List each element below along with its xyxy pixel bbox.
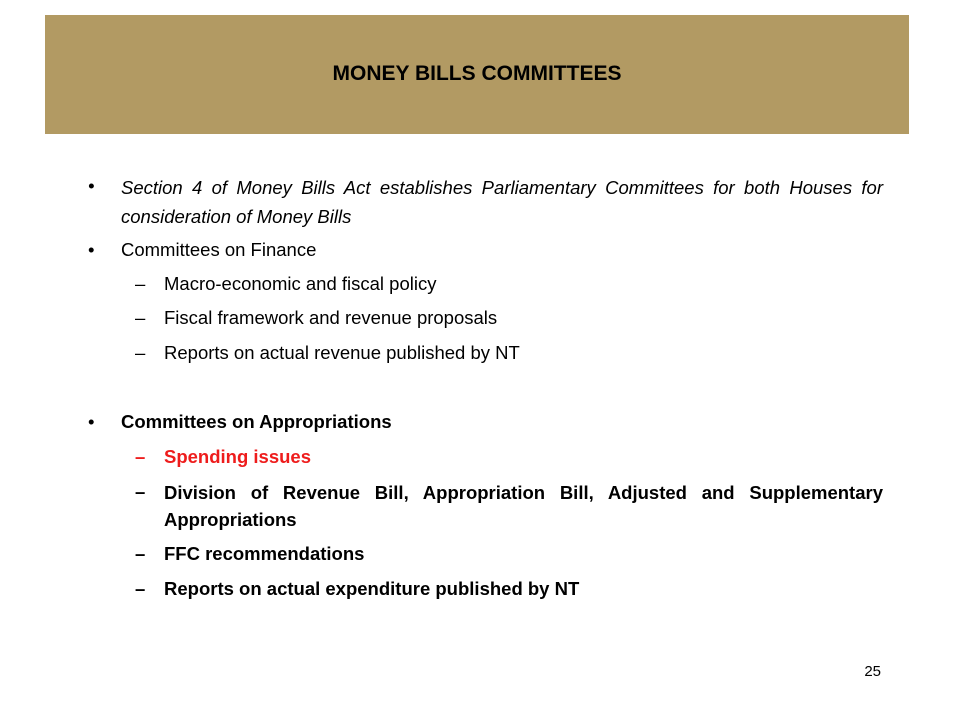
bullet-marker: • <box>88 411 95 432</box>
sub-item-text: Reports on actual revenue published by NT <box>164 342 520 363</box>
dash-marker: – <box>135 578 146 599</box>
bullet-text: Section 4 of Money Bills Act establishes Parliamentary Committees for both Houses for consideration of Money Bills <box>121 177 883 227</box>
dash-marker: – <box>135 342 146 363</box>
sub-item-reports-expenditure <box>0 576 960 604</box>
sub-item-spending-issues <box>0 444 960 472</box>
sub-item-fiscal-framework <box>0 305 960 333</box>
dash-marker: – <box>135 543 146 564</box>
dash-marker: – <box>135 307 146 328</box>
page-number: 25 <box>864 663 881 680</box>
bullet-marker: • <box>88 175 95 196</box>
sub-item-reports-revenue <box>0 340 960 368</box>
dash-marker: – <box>135 273 146 294</box>
bullet-marker: • <box>88 239 95 260</box>
dash-marker: – <box>135 481 146 502</box>
bullet-item-committees-on-appropriations <box>0 409 960 437</box>
bullet-text: Committees on Appropriations <box>121 411 392 432</box>
sub-item-division-of-revenue <box>0 479 960 535</box>
bullet-item-money-bills-act <box>0 173 960 229</box>
sub-item-text: Fiscal framework and revenue proposals <box>164 307 498 328</box>
bullet-item-committees-on-finance <box>0 237 960 265</box>
sub-item-text: Reports on actual expenditure published by NT <box>164 578 580 599</box>
sub-item-text: Spending issues <box>164 446 312 467</box>
sub-item-ffc-recommendations <box>0 541 960 569</box>
dash-marker: – <box>135 446 146 467</box>
sub-item-text: Macro-economic and fiscal policy <box>164 273 437 294</box>
bullet-text: Committees on Finance <box>121 239 317 260</box>
sub-item-macro-economic <box>0 271 960 299</box>
sub-item-text: FFC recommendations <box>164 543 365 564</box>
sub-item-text: Division of Revenue Bill, Appropriation Bill, Adjusted and Supplementary Appropriations <box>164 482 883 530</box>
slide-title: MONEY BILLS COMMITTEES <box>332 62 622 85</box>
